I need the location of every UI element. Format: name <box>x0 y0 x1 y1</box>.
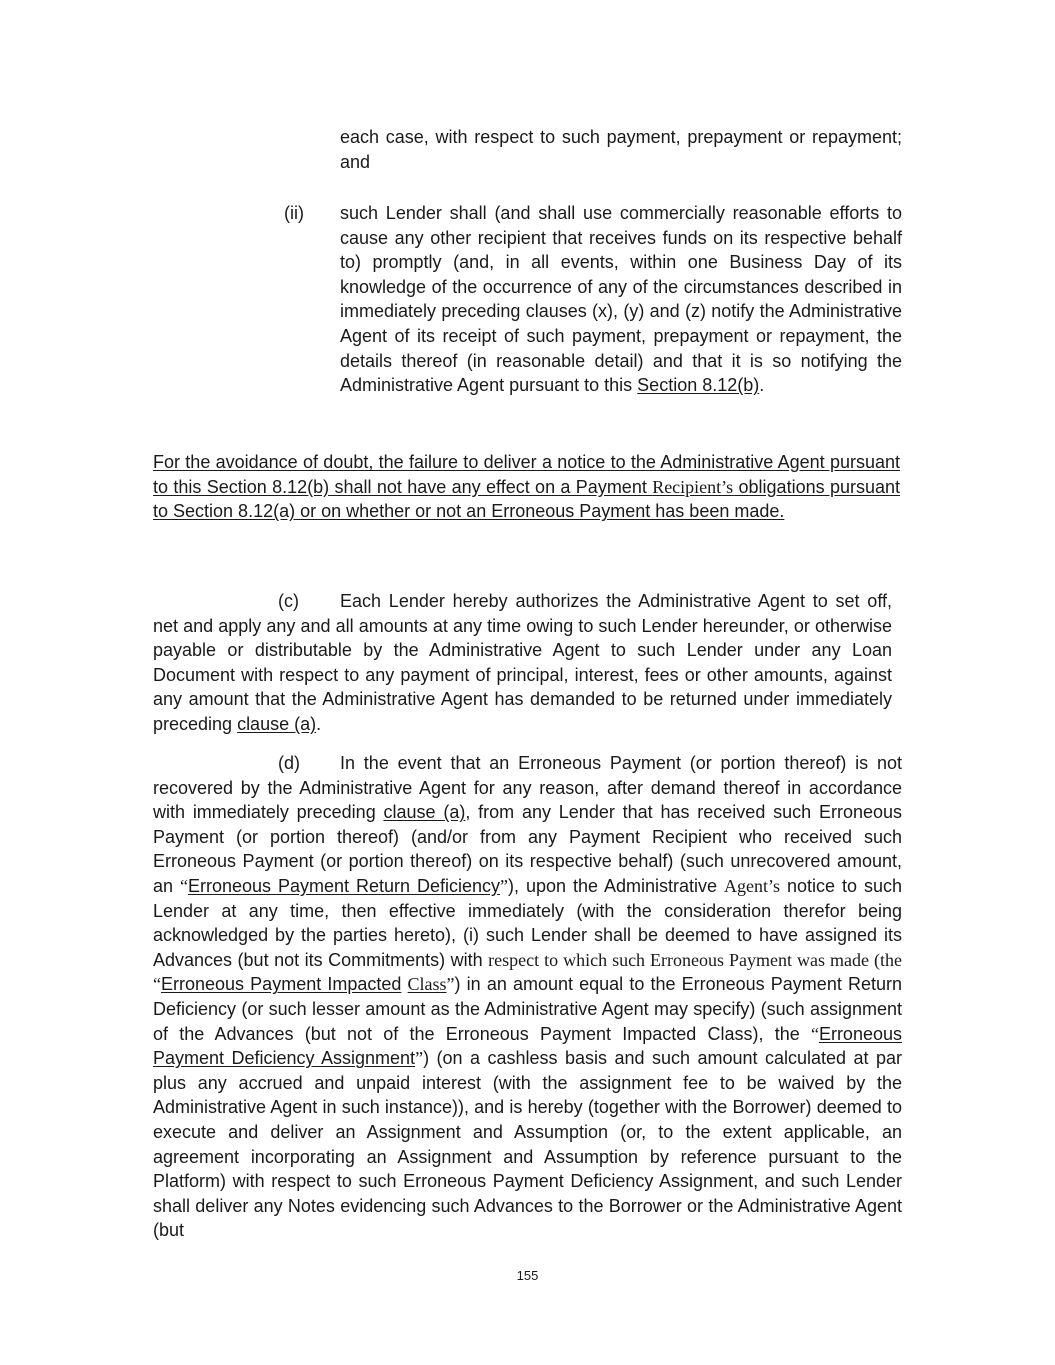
defined-term-return-deficiency: Erroneous Payment Return Deficiency <box>188 875 501 896</box>
agents-possessive: Agent’s <box>724 875 781 896</box>
clause-d-text-2: , from any Lender that has received such Erroneous Payment (or portion thereof) (and/or from any Payment Recipient who received such Erroneous Payment (or portion thereof) on its respective behalf) (such unrecovered amount, an <box>153 802 903 896</box>
section-reference-link: Section 8.12(b) <box>637 375 760 396</box>
clause-d-serif-text: respect to which such Erroneous Payment was made (the “ <box>153 949 902 995</box>
clause-ii-marker: (ii) <box>284 203 304 223</box>
clause-ii-end: . <box>759 375 765 396</box>
clause-d-text-1: In the event that an Erroneous Payment (or portion thereof) is not recovered by the Administrative Agent for any reason, after demand thereof in accordance with immediately preceding <box>153 753 902 823</box>
clause-d-text-6: ) (on a cashless basis and such amount calculated at par plus any accrued and unpaid interest (with the assignment fee to be waived by the Administrative Agent in such instance)), and is hereby (together with the Borrower) deemed to execute and deliver an Assignment and Assumption (or, to the extent applicable, an agreement incorporating an Assignment and Assumption by reference pursuant to the Platform) with respect to such Erroneous Payment Deficiency Assignment, and such Lender shall deliver any Notes evidencing such Advances to the Borrower or the Administrative Agent (but <box>153 1048 902 1241</box>
clause-d-text-3: ), upon the Administrative <box>508 875 725 896</box>
avoidance-text-a: For the avoidance of doubt, the failure to deliver a notice to the Administrative Agent pursuant to this Section 8.12(b) shall not have any effect on a Payment <box>153 452 900 497</box>
clause-c-text: Each Lender hereby authorizes the Administrative Agent to set off, net and apply any and all amounts at any time owing to such Lender hereunder, or otherwise payable or distributable by the Administrative Agent to such Lender under any Loan Document with respect to any payment of principal, interest, fees or other amounts, against any amount that the Administrative Agent has demanded to be returned under immediately preceding <box>153 591 892 734</box>
close-quote-3: ” <box>415 1048 424 1069</box>
defined-term-impacted-class-b: Class <box>407 974 447 995</box>
defined-term-impacted-class-a: Erroneous Payment Impacted <box>161 974 402 995</box>
clause-d-text-4: notice to such Lender at any time, then effective immediately (with the consideration therefor being acknowledged by the parties hereto), (i) such Lender shall be deemed to have assigned its Advances (but not its Commitments) with <box>153 875 903 970</box>
clause-d-marker: (d) <box>278 753 300 773</box>
close-quote-1: ” <box>500 875 509 896</box>
continuation-paragraph <box>340 125 902 174</box>
clause-ii-text: such Lender shall (and shall use commercially reasonable efforts to cause any other recipient that receives funds on its respective behalf to) promptly (and, in all events, within one Business Day of its knowledge of the occurrence of any of the circumstances described in immediately preceding clauses (x), (y) and (z) notify the Administrative Agent of its receipt of such payment, prepayment or repayment, the details thereof (in reasonable detail) and that it is so notifying the Administrative Agent pursuant to this <box>340 203 902 396</box>
clause-c-end: . <box>316 713 322 734</box>
page-number: 155 <box>516 1268 539 1283</box>
avoidance-of-doubt-paragraph <box>153 450 900 524</box>
avoidance-text-b: Recipient’s <box>652 476 734 497</box>
clause-ii-paragraph <box>340 201 902 398</box>
open-quote-1: “ <box>180 875 188 896</box>
avoidance-text-c: obligations pursuant to Section 8.12(a) or on whether or not an Erroneous Payment has been made. <box>153 476 900 522</box>
open-quote-2: “ <box>810 1023 819 1044</box>
clause-c-marker: (c) <box>278 591 299 611</box>
clause-d-text-5: ) in an amount equal to the Erroneous Payment Return Deficiency (or such lesser amount as the Administrative Agent may specify) (such assignment of the Advances (but not of the Erroneous Payment Impacted Class), the <box>153 974 902 1044</box>
continuation-text: each case, with respect to such payment, prepayment or repayment; and <box>340 127 902 172</box>
clause-d-paragraph <box>153 751 902 1243</box>
clause-a-reference-2: clause (a) <box>383 802 466 823</box>
defined-term-deficiency-assignment: Erroneous Payment Deficiency Assignment <box>153 1023 902 1069</box>
clause-c-paragraph <box>153 589 892 737</box>
clause-a-reference: clause (a) <box>237 713 317 734</box>
close-quote-2: ” <box>446 974 455 995</box>
